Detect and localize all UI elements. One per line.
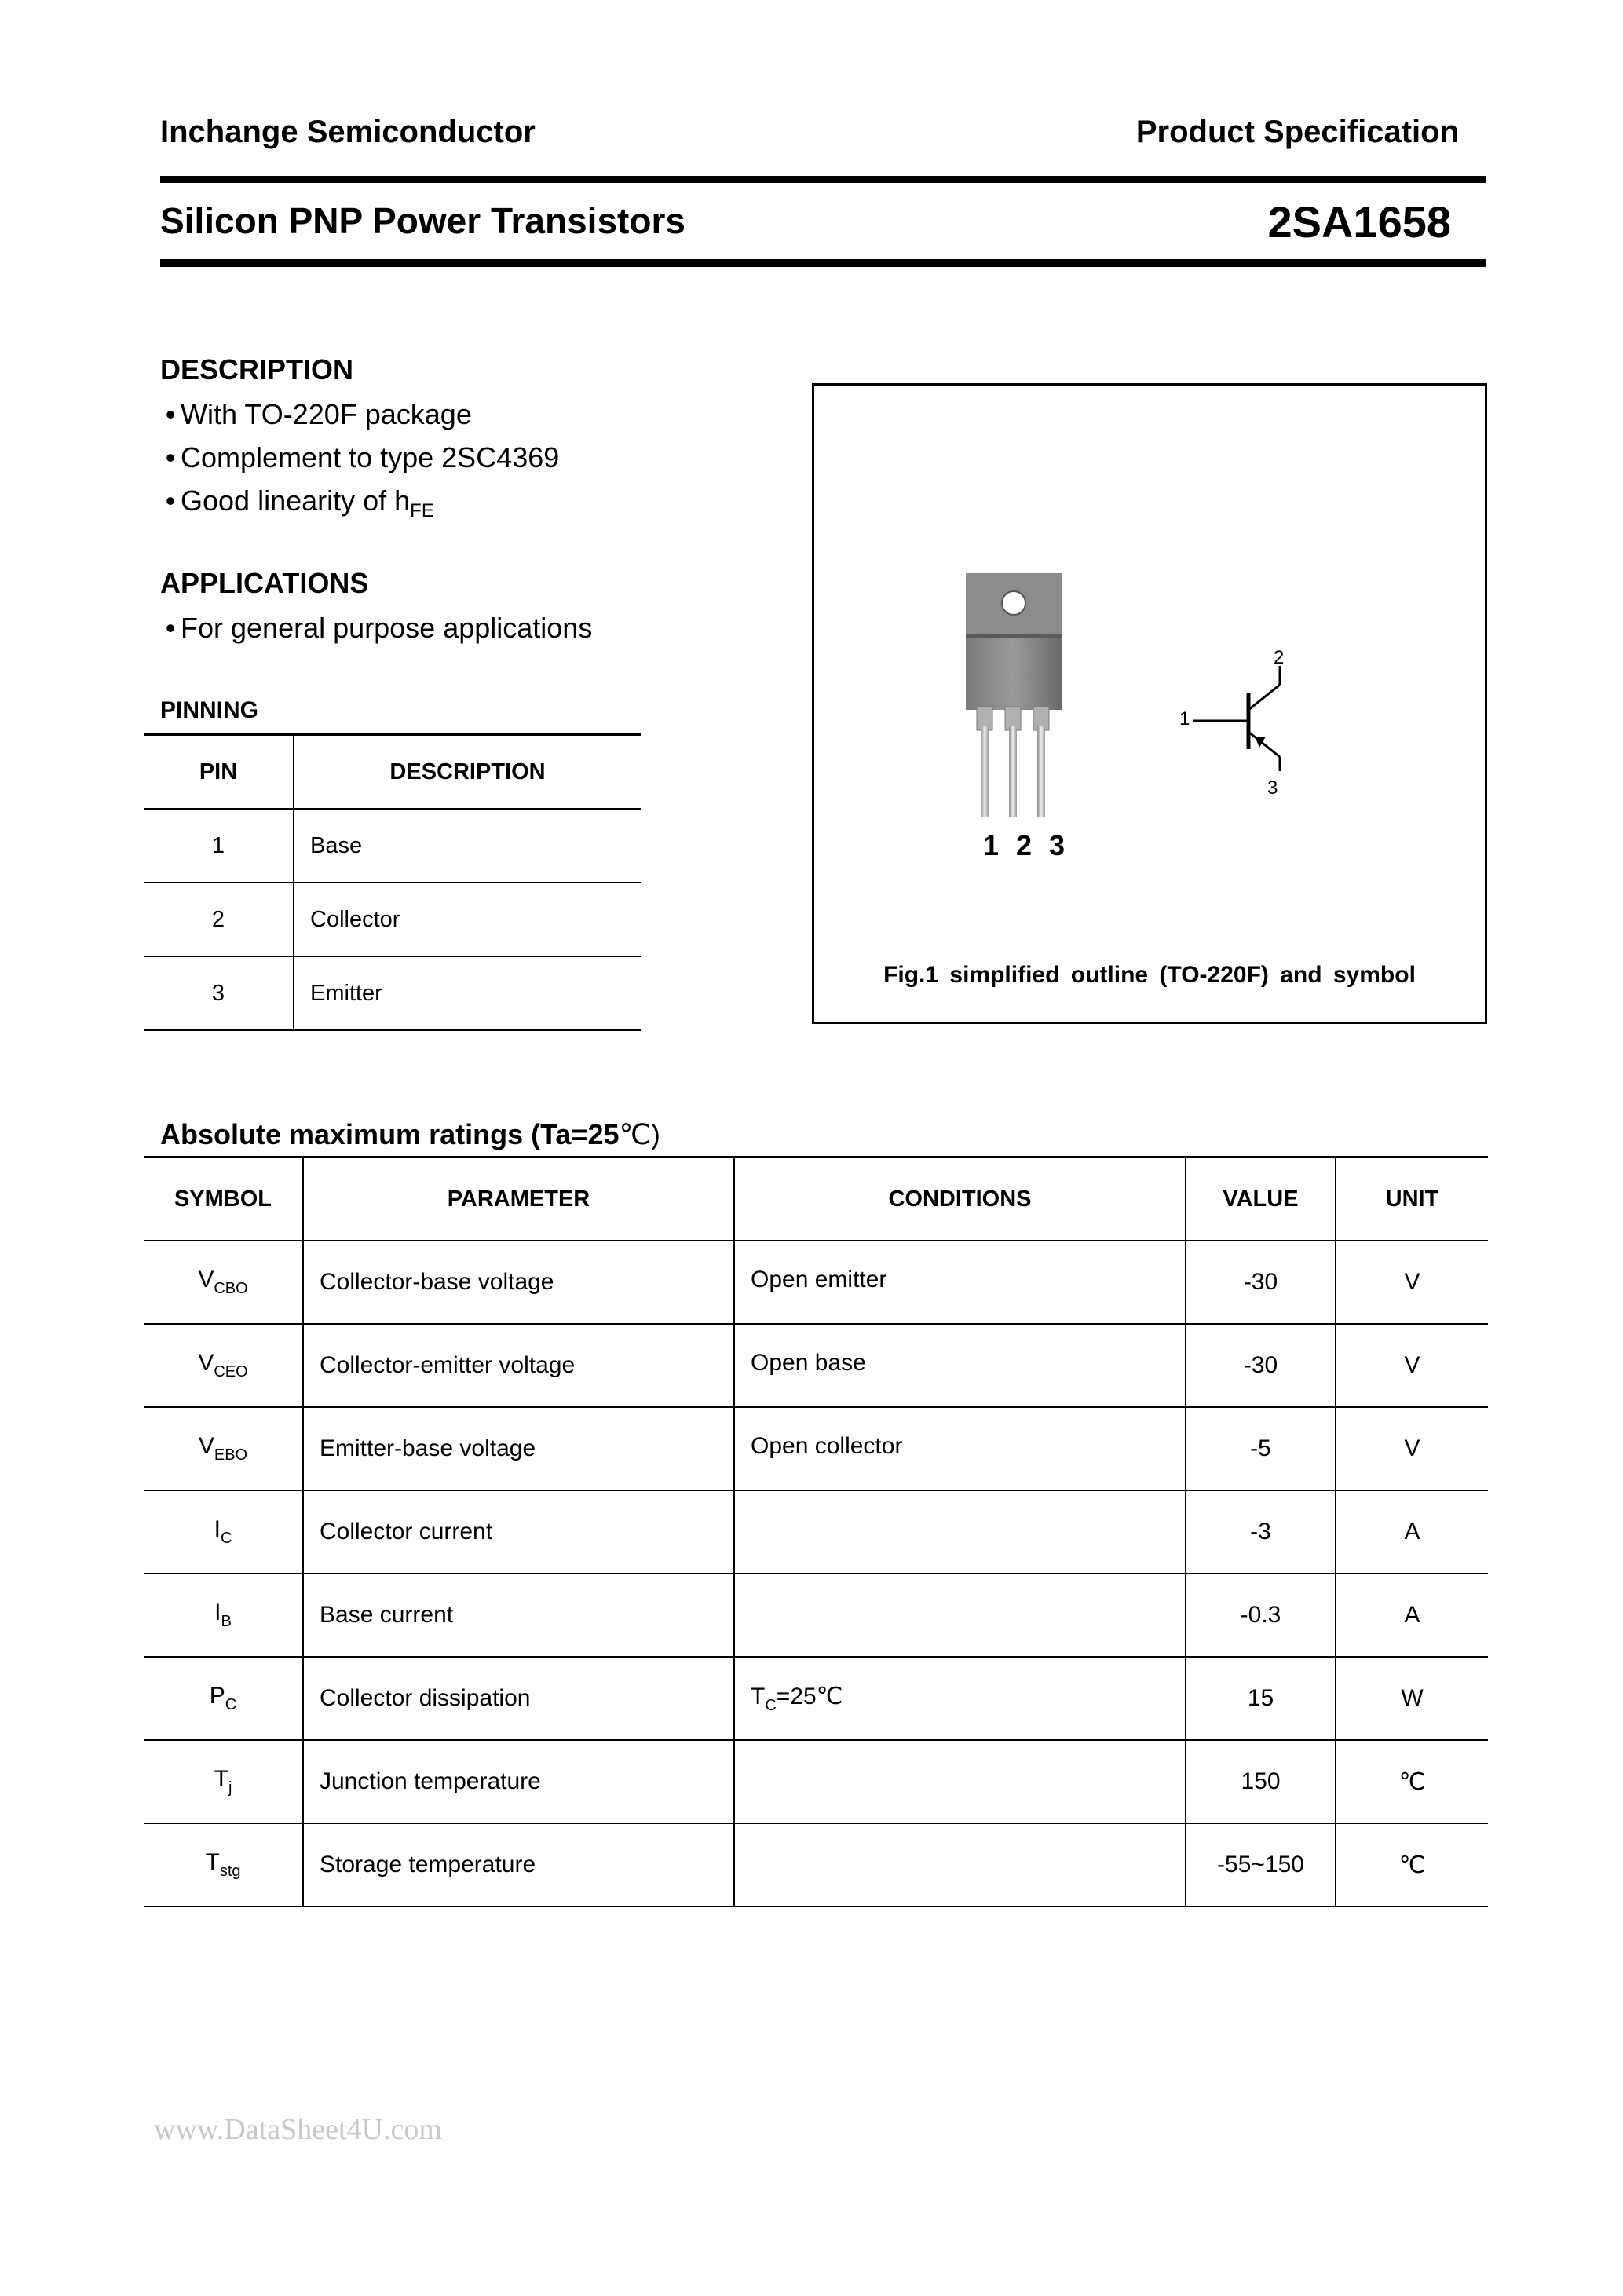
value-cell: -3	[1186, 1490, 1336, 1574]
applications-list	[160, 606, 592, 649]
symbol-cell: $V_{EBO}$	[144, 1407, 303, 1490]
symbol-pin-3-label: 3	[1267, 777, 1278, 799]
symbol-cell: $V_{CEO}$	[144, 1324, 303, 1407]
table-header-row	[144, 735, 641, 810]
conditions-cell	[734, 1490, 1186, 1574]
symbol-cell: $T_j$	[144, 1740, 303, 1823]
column-header: UNIT	[1336, 1157, 1488, 1241]
symbol-cell: $I_C$	[144, 1490, 303, 1574]
value-cell: -30	[1186, 1324, 1336, 1407]
unit-cell: V	[1336, 1324, 1488, 1407]
table-row	[144, 956, 641, 1030]
table-row	[144, 1657, 1488, 1740]
parameter-cell: Base current	[303, 1574, 734, 1657]
header-rule-bottom	[160, 259, 1486, 267]
table-row	[144, 1740, 1488, 1823]
column-header: PARAMETER	[303, 1157, 734, 1241]
table-row	[144, 1823, 1488, 1907]
conditions-cell: Open collector	[734, 1407, 1186, 1490]
value-cell: -55~150	[1186, 1823, 1336, 1907]
value-cell: -5	[1186, 1407, 1336, 1490]
company-name: Inchange Semiconductor	[160, 115, 536, 149]
table-row	[144, 1490, 1488, 1574]
column-header: VALUE	[1186, 1157, 1336, 1241]
to220f-package-image	[942, 565, 1084, 872]
parameter-cell: Collector-emitter voltage	[303, 1324, 734, 1407]
parameter-cell: Emitter-base voltage	[303, 1407, 734, 1490]
unit-cell: ℃	[1336, 1823, 1488, 1907]
symbol-cell: $T_{stg}$	[144, 1823, 303, 1907]
figure-caption: Fig.1 simplified outline (TO-220F) and symbol	[883, 962, 1416, 988]
applications-heading: APPLICATIONS	[160, 567, 369, 599]
value-cell: -0.3	[1186, 1574, 1336, 1657]
pinning-table	[144, 733, 641, 1031]
description-heading: DESCRIPTION	[160, 353, 354, 386]
figure-box	[812, 383, 1487, 1024]
value-cell: 15	[1186, 1657, 1336, 1740]
symbol-pin-2-label: 2	[1274, 647, 1285, 668]
column-header: CONDITIONS	[734, 1157, 1186, 1241]
list-item: • Complement to type 2SC4369	[165, 441, 560, 473]
unit-cell: A	[1336, 1490, 1488, 1574]
column-header: PIN	[144, 735, 294, 810]
pin-number: 3	[144, 956, 294, 1030]
parameter-cell: Collector dissipation	[303, 1657, 734, 1740]
pin-description: Emitter	[294, 956, 641, 1030]
symbol-cell: $I_B$	[144, 1574, 303, 1657]
page-title: Silicon PNP Power Transistors	[160, 200, 685, 241]
column-header: SYMBOL	[144, 1157, 303, 1241]
table-row	[144, 1574, 1488, 1657]
list-item: • Good linearity of $h_{FE}$	[165, 484, 434, 521]
pin-description: Base	[294, 809, 641, 883]
conditions-cell: Open base	[734, 1324, 1186, 1407]
table-row	[144, 809, 641, 883]
header-rule-top	[160, 176, 1486, 183]
table-row	[144, 883, 641, 956]
ratings-heading: Absolute maximum ratings (Ta=25℃)	[160, 1118, 660, 1150]
conditions-cell: $T_C=25℃$	[734, 1657, 1186, 1740]
parameter-cell: Storage temperature	[303, 1823, 734, 1907]
unit-cell: A	[1336, 1574, 1488, 1657]
pin-number: 2	[144, 883, 294, 956]
description-list	[160, 393, 559, 532]
list-item: • With TO-220F package	[165, 398, 472, 430]
pin-number: 1	[144, 809, 294, 883]
pin-description: Collector	[294, 883, 641, 956]
parameter-cell: Junction temperature	[303, 1740, 734, 1823]
parameter-cell: Collector current	[303, 1490, 734, 1574]
value-cell: -30	[1186, 1241, 1336, 1324]
table-row	[144, 1241, 1488, 1324]
column-header: DESCRIPTION	[294, 735, 641, 810]
parameter-cell: Collector-base voltage	[303, 1241, 734, 1324]
conditions-cell	[734, 1823, 1186, 1907]
unit-cell: W	[1336, 1657, 1488, 1740]
unit-cell: V	[1336, 1241, 1488, 1324]
conditions-cell	[734, 1740, 1186, 1823]
table-header-row	[144, 1157, 1488, 1241]
conditions-cell: Open emitter	[734, 1241, 1186, 1324]
ratings-table	[144, 1156, 1488, 1907]
symbol-cell: $P_C$	[144, 1657, 303, 1740]
conditions-cell	[734, 1574, 1186, 1657]
pinning-heading: PINNING	[160, 697, 259, 723]
table-row	[144, 1324, 1488, 1407]
unit-cell: ℃	[1336, 1740, 1488, 1823]
list-item: • For general purpose applications	[165, 612, 593, 644]
symbol-cell: $V_{CBO}$	[144, 1241, 303, 1324]
unit-cell: V	[1336, 1407, 1488, 1490]
symbol-pin-1-label: 1	[1179, 708, 1190, 729]
package-pin-numbers: 1 2 3	[983, 829, 1070, 861]
document-type: Product Specification	[1135, 115, 1459, 149]
value-cell: 150	[1186, 1740, 1336, 1823]
watermark-link[interactable]: www.DataSheet4U.com	[154, 2113, 442, 2146]
table-row	[144, 1407, 1488, 1490]
part-number: 2SA1658	[1267, 197, 1451, 247]
